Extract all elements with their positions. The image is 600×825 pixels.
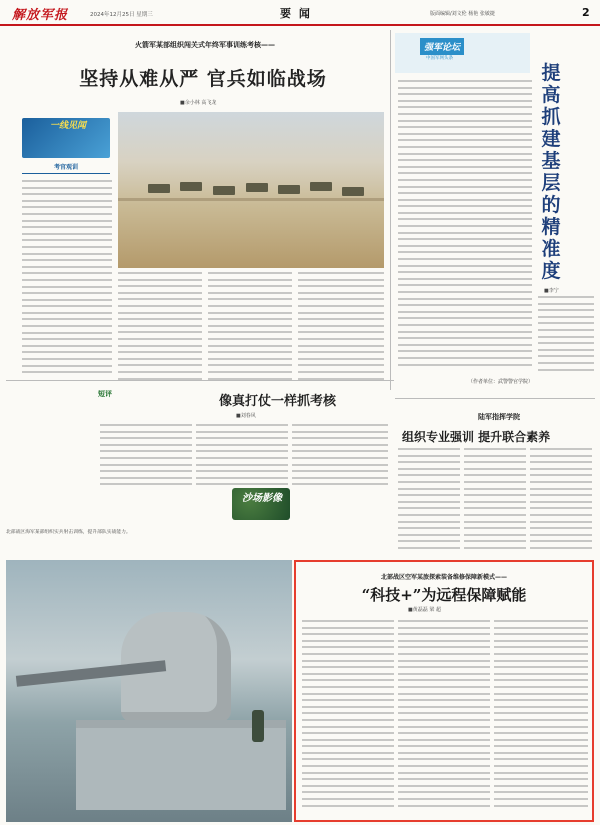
article-body bbox=[118, 272, 202, 380]
editorial-signature: （作者单位：武警警官学院） bbox=[468, 379, 534, 385]
academy-headline: 组织专业强训 提升联合素养 bbox=[402, 430, 551, 444]
naval-gun-photo bbox=[6, 560, 292, 822]
academy-body bbox=[464, 448, 526, 554]
short-comment-body bbox=[292, 424, 388, 486]
bottom-article-kicker: 北部战区空军某旅探索装备维修保障新模式—— bbox=[380, 574, 507, 581]
academy-kicker: 陆军指挥学院 bbox=[478, 413, 520, 421]
page-number: 2 bbox=[582, 6, 590, 19]
editorial-body bbox=[398, 80, 532, 375]
article-body bbox=[22, 180, 112, 380]
top-article-byline: ■余小林 高飞龙 bbox=[180, 100, 217, 106]
editorial-badge-subtitle: 中国军网头条 bbox=[426, 56, 453, 61]
academy-body bbox=[398, 448, 460, 554]
short-comment-badge: 短评 bbox=[98, 390, 112, 398]
photo-caption: 北部战区海军某部组织实兵射击训练，提升部队实战能力。 bbox=[6, 530, 131, 535]
top-article-kicker: 火箭军某部组织闯关式年终军事训练考核—— bbox=[135, 41, 275, 49]
photo-feature-badge-text: 沙场影像 bbox=[242, 493, 282, 504]
section-title: 要 闻 bbox=[280, 7, 312, 20]
short-comment-headline: 像真打仗一样抓考核 bbox=[218, 394, 336, 409]
academy-body bbox=[530, 448, 592, 554]
bottom-article-body bbox=[494, 620, 588, 816]
issue-date: 2024年12月25日 星期三 bbox=[90, 12, 153, 18]
section-divider bbox=[6, 380, 394, 381]
article-body bbox=[298, 272, 384, 380]
editorial-author: ■李宁 bbox=[544, 288, 559, 294]
short-comment-body bbox=[196, 424, 288, 486]
editorial-badge: 强军论坛 bbox=[420, 38, 464, 55]
bottom-article-body bbox=[302, 620, 394, 816]
column-divider bbox=[390, 30, 391, 390]
column-badge-title: 一线见闻 bbox=[49, 121, 86, 131]
editorial-headline: 提高抓建基层的精准度 bbox=[541, 62, 561, 282]
bottom-article-body bbox=[398, 620, 490, 816]
short-comment-byline: ■刘春风 bbox=[236, 413, 256, 419]
column-badge-subtitle: 考官观训 bbox=[22, 162, 110, 174]
top-article-headline: 坚持从难从严 官兵如临战场 bbox=[79, 68, 327, 90]
bottom-article-byline: ■黄磊磊 梁 超 bbox=[408, 607, 441, 613]
bottom-article-headline: “科技+”为远程保障赋能 bbox=[361, 586, 527, 604]
newspaper-logo: 解放军报 bbox=[12, 8, 69, 23]
page-editors: 版面编辑/刘文伦 杨艳 张敏捷 bbox=[430, 11, 495, 17]
desert-vehicles-photo bbox=[118, 112, 384, 268]
section-divider bbox=[395, 398, 595, 399]
short-comment-body bbox=[100, 424, 192, 486]
article-body bbox=[208, 272, 292, 380]
editorial-body bbox=[538, 296, 594, 376]
